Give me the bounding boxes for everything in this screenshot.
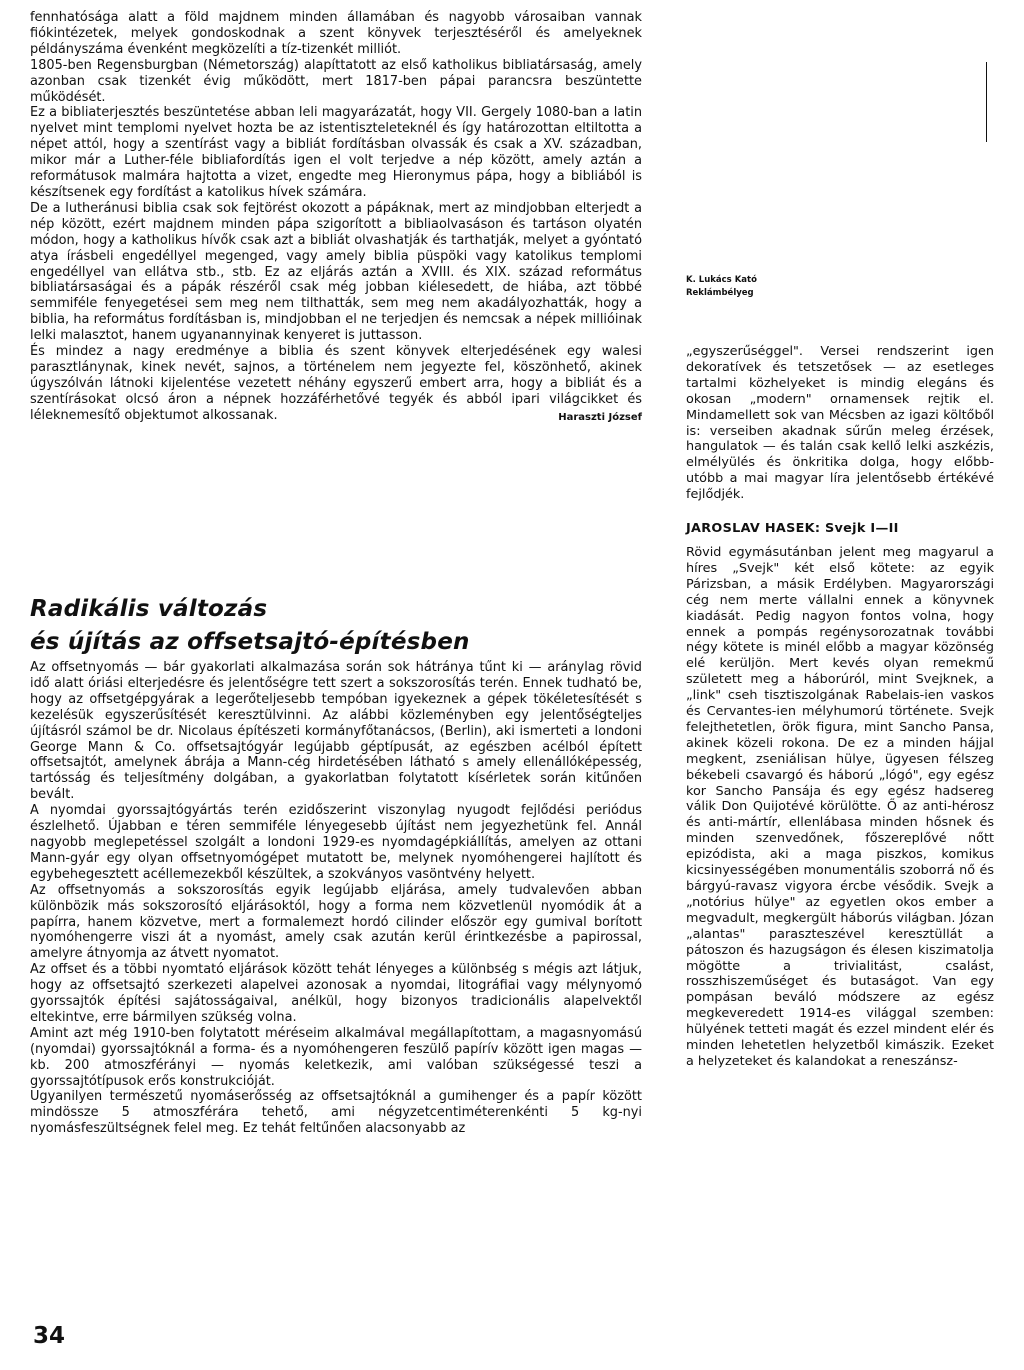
caption-author: K. Lukács Kató <box>686 275 757 285</box>
article-title <box>30 593 650 659</box>
review-paragraph: „egyszerűséggel". Versei rendszerint igen dekoratívek és tetszetősek — az esetleges tartalmi közhelyeket is mindig elegáns és okosan „modern" ornamensek rejtik el. Mindamellett sok van Mécsben az igazi költőből is: verseiben akadnak sűrűn meleg érzések, hangulatok — és talán csak kellő lelki aszkézis, elmélyülés és önkritika dolga, hogy előbb-utóbb a mai magyar líra jelentősebb értékévé fejlődjék. <box>686 344 994 503</box>
review-paragraph: Rövid egymásutánban jelent meg magyarul a híres „Svejk" két első kötete: az egyik Párizsban, a másik Erdélyben. Magyarországi cég nem merte vállalni ennek a könyvnek kiadását. Pedig nagyon fontos volna, hogy ennek a pompás regénysorozatnak további négy kötete is minél előbb a magyar közönség elé kerüljön. Mert kevés olyan remekmű született meg a háborúról, mint Svejknek, a „link" cseh tisztiszolgának Rabelais-ien vaskos és Cervantes-ien mélyhumorú története. Svejk felejthetetlen, örök figura, mint Sancho Pansa, akinek közeli rokona. De ez a minden hájjal megkent, zseniálisan hülye, ügyesen félszeg békebeli csavargó és háború „lógó", egy egész kor Sancho Pansája és egy egész hadsereg válik Don Quijotévé körülötte. Ő az anti-hérosz és anti-mártír, ellenlábasa minden hősnek és minden szenvedőnek, főszereplővé nőtt epizódista, aki a maga piszkos, komikus kicsinyességében monumentális szoborrá nő és bárgyú-ravasz vigyora ércbe vésődik. Svejk a „notórius hülye" az egyetlen okos ember a megvadult, megkergült háborús világban. Józan „alantas" paraszteszével keresztüllát a pátoszon és hazugságon és élesen kiszimatolja mögötte a trivialitást, csalást, rosszhiszeműséget és butaságot. Van egy pompásan beváló módszere az egész megkeveredett 1914-es világgal szemben: hülyének tetteti magát és ezzel mindent elér és minden lehetetlen helyzetből kimászik. Ezeket a helyzeteket és kalandokat a reneszánsz- <box>686 544 994 1069</box>
paragraph: Ugyanilyen természetű nyomáserősség az offsetsajtóknál a gumihenger és a papír között mindössze 5 atmoszférára tehető, ami négyzetcentiméterenkénti 5 kg-nyi nyomásfeszültségnek felel meg. Ez tehát feltűnően alacsonyabb az <box>30 1089 642 1137</box>
paragraph: Amint azt még 1910-ben folytatott méréseim alkalmával megállapítottam, a magasnyomású (nyomdai) gyorssajtóknál a forma- és a nyomóhengeren feszülő papírív között igen magas — kb. 200 atmoszférányi — nyomás keletkezik, ami valóban szükségessé teszi a gyorssajtótípusok erős konstrukcióját. <box>30 1025 642 1089</box>
image-caption <box>686 274 846 300</box>
paragraph: A nyomdai gyorssajtógyártás terén ezidőszerint viszonylag nyugodt fejlődési periódus észlelhető. Újabban e téren semmiféle lényegesebb újítást nem jegyezhetünk fel. Annál nagyobb meglepetéssel szolgált a londoni 1929-es nyomdagépkiállítás, amelyen az ottani Mann-gyár egy olyan offsetnyomógépet mutatott be, melynek nyomóhengerei hajlított és egybehegesztett acéllemezekből készültek, a szokványos vasöntvény helyett. <box>30 803 642 882</box>
left-top-column <box>30 10 642 425</box>
article-title-line-2: és újítás az offsetsajtó-építésben <box>30 629 470 655</box>
paragraph: 1805-ben Regensburgban (Németország) alapíttatott az első katholikus bibliatársaság, amely azonban csak tizenkét évig működött, mert 1817-ben pápai parancsra beszüntette működését. <box>30 57 642 105</box>
paragraph: Az offsetnyomás a sokszorosítás egyik legújabb eljárása, amely tudvalevően abban különbözik más sokszorosító eljárásoktól, hogy a forma nem közvetlenül nyomódik át a papírra, hanem közvetve, mert a formalemezt hordó cilinder először egy gumival borított nyomóhengerre viszi át a nyomást, amely csak azután kerül érintkezésbe a papirossal, amelyre átnyomja az átvett nyomatot. <box>30 882 642 962</box>
paragraph: fennhatósága alatt a föld majdnem minden államában és nagyobb városaiban vannak fiókintézetek, melyek gondoskodnak a szent könyvek terjesztéséről és amelyeknek példányszáma évenként megközelíti a tíz-tizenkét milliót. <box>30 10 642 57</box>
review-heading: JAROSLAV HASEK: Svejk I—II <box>686 521 899 537</box>
author-signature: Haraszti József <box>558 411 642 423</box>
page-number: 34 <box>33 1323 66 1349</box>
caption-title: Reklámbélyeg <box>686 288 754 298</box>
paragraph: És mindez a nagy eredménye a biblia és szent könyvek elterjedésének egy walesi parasztlánynak, kinek nevét, sajnos, a történelem nem jegyezte fel, köszönhető, akinek úgyszólván látnoki kijelentése vezetett néhány egyszerű embert arra, hogy a bibliát és a szentírásokat olcsó áron a népnek hozzáférhetővé tegyék és abból ipari világcikket és léleknemesítő objektumot alkossanak. <box>30 344 642 423</box>
paragraph: Ez a bibliaterjesztés beszüntetése abban leli magyarázatát, hogy VII. Gergely 1080-ban a latin nyelvet mint templomi nyelvet hozta be az istentiszteleteknél és így határozottan eltiltotta a népet attól, hogy a szentírást vagy a bibliát fordításban olvassák és csak a XV. században, mikor már a Luther-féle bibliafordítás igen el volt terjedve a nép között, amely aztán a reformátusok malmára hajtotta a vizet, engedte meg Hieronymus pápa, hogy a bibliából is készítsenek egy fordítást a katolikus hívek számára. <box>30 105 642 200</box>
paragraph: Az offsetnyomás — bár gyakorlati alkalmazása során sok hátránya tűnt ki — aránylag rövid idő alatt óriási elterjedésre és jelentőségre tett szert a sokszorosítás terén. Ennek tudható be, hogy az offsetgépgyárak a legerőteljesebb tempóban igyekeznek a gépek tökéletesítését s kezelésük egyszerűsítését keresztülvinni. Az alábbi közleményben egy jelentőségteljes újításról számol be dr. Nicolaus építészeti kormányfőtanácsos, (Berlin), aki ismerteti a londoni George Mann & Co. offsetsajtógyár legújabb géptípusát, az egészben acélból épített offsetsajtót, amelynek ábrája a Mann-cég hirdetésében látható s amely ellenállóképesség, tartósság és teljesítmény dolgában, a gyakorlatban folytatott kísérletek során kitűnően bevált. <box>30 660 642 803</box>
paragraph: De a lutheránusi biblia csak sok fejtörést okozott a pápáknak, mert az mindjobban elterjedt a nép között, ezért majdnem minden pápa szigorított a bibliaolvasáson és tartáson olyatén módon, hogy a katholikus hívők csak azt a bibliát olvashatják és tarthatják, melyet a gyóntató atya írásbeli engedéllyel megenged, vagy amely biblia püspöki vagy katolikus templomi engedéllyel van ellátva stb., stb. Ez az eljárás aztán a XVIII. és XIX. század református bibliatársaságai és a pápák részéről csak még jobban kiélesedett, de hiába, azt többé semmiféle fenyegetései sem meg nem tilthatták, sem meg nem akadályozhatták, hogy a biblia, ha református fordításban is, mindjobban el ne terjedjen és nemcsak a népek millióinak lelki malasztot, hanem ugyanannyinak kenyeret is juttasson. <box>30 200 642 344</box>
right-column <box>686 344 994 1070</box>
margin-rule <box>986 62 987 142</box>
paragraph: Az offset és a többi nyomtató eljárások között tehát lényeges a különbség s mégis azt látjuk, hogy az offsetsajtó szerkezeti alapelvei azonosak a nyomdai, litográfiai vagy mélynyomó gyorssajtók építési sajátosságaival, anélkül, hogy bizonyos tradicionális alapelvektől eltekintve, erre bármilyen szükség volna. <box>30 962 642 1025</box>
article-title-line-1: Radikális változás <box>30 596 268 622</box>
article-body <box>30 660 642 1137</box>
